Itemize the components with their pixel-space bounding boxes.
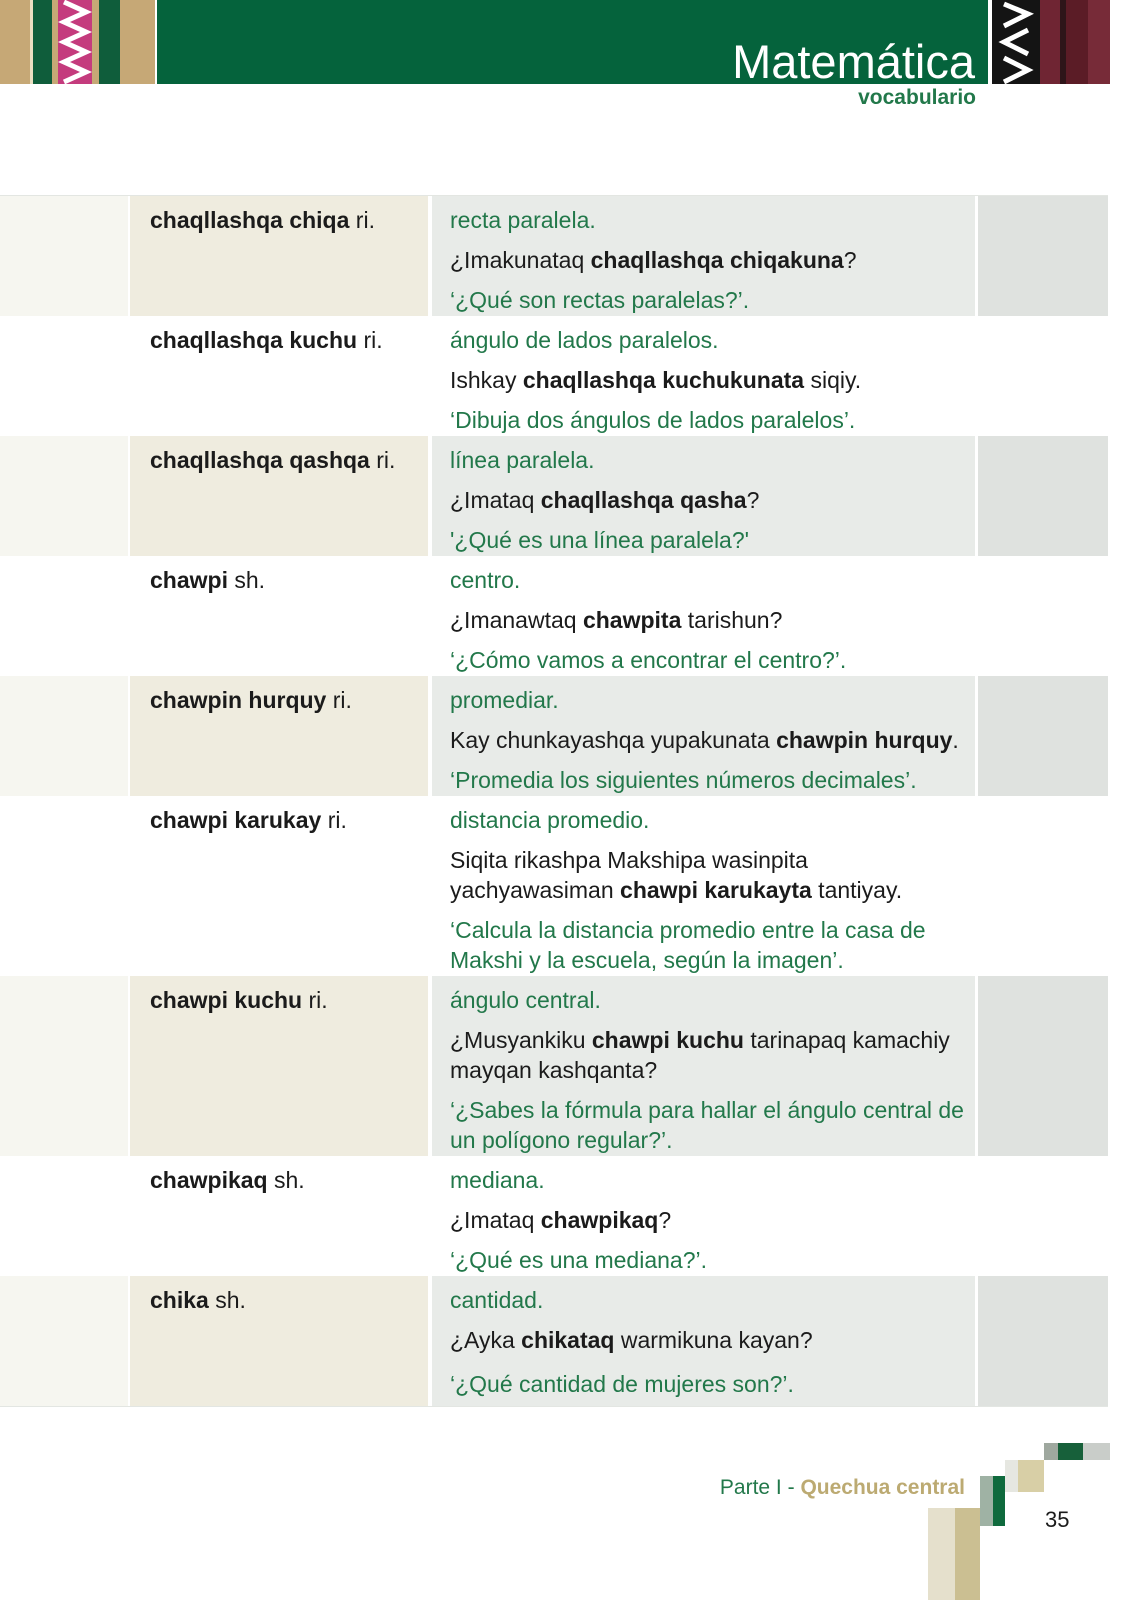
header-left-pattern xyxy=(0,0,155,84)
example-text: . xyxy=(952,727,959,753)
headword: chawpi karukay xyxy=(150,807,322,833)
footer-decoration-block xyxy=(980,1476,993,1526)
vocabulary-table xyxy=(0,195,1108,1407)
example-keyword: chaqllashqa chiqakuna xyxy=(590,247,844,273)
example-keyword: chaqllashqa kuchukunata xyxy=(522,367,805,393)
example-text: Ishkay xyxy=(450,367,523,393)
example-line xyxy=(450,1055,975,1085)
example-text: ? xyxy=(746,487,760,513)
translation-line: ‘¿Qué son rectas paralelas?’. xyxy=(450,287,750,313)
translation-line: un polígono regular?’. xyxy=(450,1127,673,1153)
spanish-definition: distancia promedio. xyxy=(450,807,650,833)
headword: chika xyxy=(150,1287,209,1313)
part-of-speech: ri. xyxy=(355,207,375,233)
section-subtitle: vocabulario xyxy=(858,86,976,109)
page-number: 35 xyxy=(1045,1507,1070,1532)
spanish-translation xyxy=(450,1095,975,1155)
part-of-speech: ri. xyxy=(363,327,383,353)
example-text: ? xyxy=(843,247,857,273)
example-text: warmikuna kayan? xyxy=(614,1327,813,1353)
book-part: Parte I - xyxy=(719,1476,795,1499)
example-text: tantiyay. xyxy=(811,877,903,903)
row-margin-cell xyxy=(0,196,128,316)
row-margin-cell xyxy=(0,676,128,796)
row-margin-cell xyxy=(0,436,128,556)
spanish-translation xyxy=(450,1369,975,1399)
example-keyword: chaqllashqa qasha xyxy=(540,487,747,513)
pattern-stripe xyxy=(33,0,52,84)
term-cell xyxy=(130,436,428,556)
pattern-stripe xyxy=(92,0,99,84)
term-cell xyxy=(130,976,428,1156)
pattern-stripe xyxy=(99,0,120,84)
spanish-definition: centro. xyxy=(450,567,521,593)
entry-row xyxy=(0,676,1108,796)
part-of-speech: ri. xyxy=(332,687,352,713)
headword: chawpi kuchu xyxy=(150,987,303,1013)
spanish-definition: cantidad. xyxy=(450,1287,544,1313)
example-line xyxy=(450,365,975,395)
example-text: ¿Imakunataq xyxy=(450,247,591,273)
entry-row xyxy=(0,1156,1108,1276)
example-line xyxy=(450,605,975,635)
example-line xyxy=(450,245,975,275)
spanish-definition: línea paralela. xyxy=(450,447,595,473)
row-edge-cell xyxy=(978,1156,1108,1276)
term-cell xyxy=(130,796,428,976)
example-text: ? xyxy=(658,1207,672,1233)
example-text: siqiy. xyxy=(804,367,862,393)
definition-cell xyxy=(432,436,975,556)
example-text: Siqita rikashpa Makshipa wasinpita xyxy=(450,847,808,873)
example-keyword: chawpin hurquy xyxy=(776,727,953,753)
definition-cell xyxy=(432,676,975,796)
translation-line: ‘Promedia los siguientes números decimales’. xyxy=(450,767,917,793)
example-sentence xyxy=(450,1325,975,1355)
example-sentence xyxy=(450,1025,975,1085)
pattern-stripe xyxy=(1060,0,1066,84)
entry-row xyxy=(0,196,1108,316)
language-variant: Quechua central xyxy=(800,1476,965,1499)
row-edge-cell xyxy=(978,676,1108,796)
translation-line: '¿Qué es una línea paralela?' xyxy=(450,527,750,553)
footer-decoration-block xyxy=(993,1476,1005,1526)
spanish-translation xyxy=(450,915,975,975)
translation-line: Makshi y la escuela, según la imagen’. xyxy=(450,947,844,973)
definition-cell xyxy=(432,976,975,1156)
headword: chaqllashqa kuchu xyxy=(150,327,358,353)
example-sentence xyxy=(450,1205,975,1235)
part-of-speech: ri. xyxy=(308,987,328,1013)
row-edge-cell xyxy=(978,1276,1108,1406)
spanish-definition: recta paralela. xyxy=(450,207,596,233)
term-cell xyxy=(130,316,428,436)
spanish-translation xyxy=(450,645,975,675)
footer-decoration-block xyxy=(1044,1443,1058,1460)
pattern-stripe xyxy=(52,0,58,84)
pattern-stripe xyxy=(0,0,30,84)
row-margin-cell xyxy=(0,1156,128,1276)
example-text: ¿Musyankiku xyxy=(450,1027,592,1053)
example-keyword: chawpikaq xyxy=(540,1207,659,1233)
definition-cell xyxy=(432,1276,975,1406)
example-text: ¿Imataq xyxy=(450,1207,541,1233)
row-margin-cell xyxy=(0,316,128,436)
spanish-translation xyxy=(450,285,975,315)
example-keyword: chikataq xyxy=(521,1327,615,1353)
row-edge-cell xyxy=(978,316,1108,436)
example-text: ¿Imataq xyxy=(450,487,541,513)
translation-line: ‘Calcula la distancia promedio entre la casa de xyxy=(450,917,926,943)
entry-row xyxy=(0,1276,1108,1406)
example-text: tarishun? xyxy=(681,607,783,633)
spanish-definition: ángulo central. xyxy=(450,987,601,1013)
part-of-speech: ri. xyxy=(376,447,396,473)
spanish-translation xyxy=(450,405,975,435)
example-keyword: chawpi kuchu xyxy=(591,1027,744,1053)
headword: chaqllashqa qashqa xyxy=(150,447,370,473)
example-text: ¿Imanawtaq xyxy=(450,607,583,633)
example-line xyxy=(450,485,975,515)
spanish-translation xyxy=(450,525,975,555)
definition-cell xyxy=(432,556,975,676)
footer-decoration-block xyxy=(1083,1443,1110,1460)
example-text: Kay chunkayashqa yupakunata xyxy=(450,727,777,753)
footer-decoration-block xyxy=(955,1508,980,1600)
row-margin-cell xyxy=(0,556,128,676)
row-margin-cell xyxy=(0,1276,128,1406)
term-cell xyxy=(130,556,428,676)
spanish-definition: mediana. xyxy=(450,1167,545,1193)
footer-decoration-block xyxy=(1018,1460,1044,1492)
entry-row xyxy=(0,436,1108,556)
pattern-stripe xyxy=(1040,0,1060,84)
entry-row xyxy=(0,796,1108,976)
pattern-stripe xyxy=(1066,0,1088,84)
row-margin-cell xyxy=(0,796,128,976)
row-edge-cell xyxy=(978,436,1108,556)
header-right-pattern xyxy=(992,0,1110,84)
headword: chawpikaq xyxy=(150,1167,268,1193)
example-sentence xyxy=(450,605,975,635)
part-of-speech: sh. xyxy=(234,567,266,593)
example-line xyxy=(450,1025,975,1055)
footer-decoration-block xyxy=(1005,1460,1018,1492)
example-sentence xyxy=(450,725,975,755)
footer-label xyxy=(720,1475,965,1501)
example-sentence xyxy=(450,485,975,515)
spanish-translation xyxy=(450,1245,975,1275)
example-keyword: chawpita xyxy=(582,607,682,633)
part-of-speech: ri. xyxy=(327,807,347,833)
example-text: yachyawasiman xyxy=(450,877,621,903)
footer-decoration-block xyxy=(928,1508,955,1600)
example-text: tarinapaq kamachiy xyxy=(743,1027,950,1053)
example-line xyxy=(450,1325,975,1355)
part-of-speech: sh. xyxy=(215,1287,246,1313)
spanish-definition: ángulo de lados paralelos. xyxy=(450,327,719,353)
example-line xyxy=(450,845,975,875)
translation-line: ‘¿Qué es una mediana?’. xyxy=(450,1247,707,1273)
example-text: mayqan kashqanta? xyxy=(450,1057,658,1083)
translation-line: ‘¿Qué cantidad de mujeres son?’. xyxy=(450,1371,794,1397)
headword: chaqllashqa chiqa xyxy=(150,207,350,233)
example-keyword: chawpi karukayta xyxy=(620,877,812,903)
pattern-stripe xyxy=(120,0,155,84)
definition-cell xyxy=(432,1156,975,1276)
row-edge-cell xyxy=(978,976,1108,1156)
example-sentence xyxy=(450,245,975,275)
example-sentence xyxy=(450,845,975,905)
example-text: ¿Ayka xyxy=(450,1327,522,1353)
row-edge-cell xyxy=(978,796,1108,976)
translation-line: ‘¿Cómo vamos a encontrar el centro?’. xyxy=(450,647,847,673)
example-line xyxy=(450,875,975,905)
headword: chawpin hurquy xyxy=(150,687,327,713)
translation-line: ‘Dibuja dos ángulos de lados paralelos’. xyxy=(450,407,856,433)
footer-decoration-block xyxy=(1058,1443,1083,1460)
headword: chawpi xyxy=(150,567,228,593)
spanish-definition: promediar. xyxy=(450,687,559,713)
subject-title: Matemática xyxy=(732,35,975,88)
entry-row xyxy=(0,976,1108,1156)
translation-line: ‘¿Sabes la fórmula para hallar el ángulo central de xyxy=(450,1097,964,1123)
definition-cell xyxy=(432,316,975,436)
row-margin-cell xyxy=(0,976,128,1156)
pattern-stripe xyxy=(30,0,33,84)
definition-cell xyxy=(432,796,975,976)
spanish-translation xyxy=(450,765,975,795)
pattern-stripe xyxy=(1088,0,1110,84)
header-band xyxy=(157,0,988,88)
entry-row xyxy=(0,556,1108,676)
term-cell xyxy=(130,676,428,796)
row-edge-cell xyxy=(978,556,1108,676)
row-edge-cell xyxy=(978,196,1108,316)
example-line xyxy=(450,1205,975,1235)
term-cell xyxy=(130,1276,428,1406)
example-line xyxy=(450,725,975,755)
definition-cell xyxy=(432,196,975,316)
example-sentence xyxy=(450,365,975,395)
term-cell xyxy=(130,196,428,316)
term-cell xyxy=(130,1156,428,1276)
part-of-speech: sh. xyxy=(274,1167,305,1193)
entry-row xyxy=(0,316,1108,436)
